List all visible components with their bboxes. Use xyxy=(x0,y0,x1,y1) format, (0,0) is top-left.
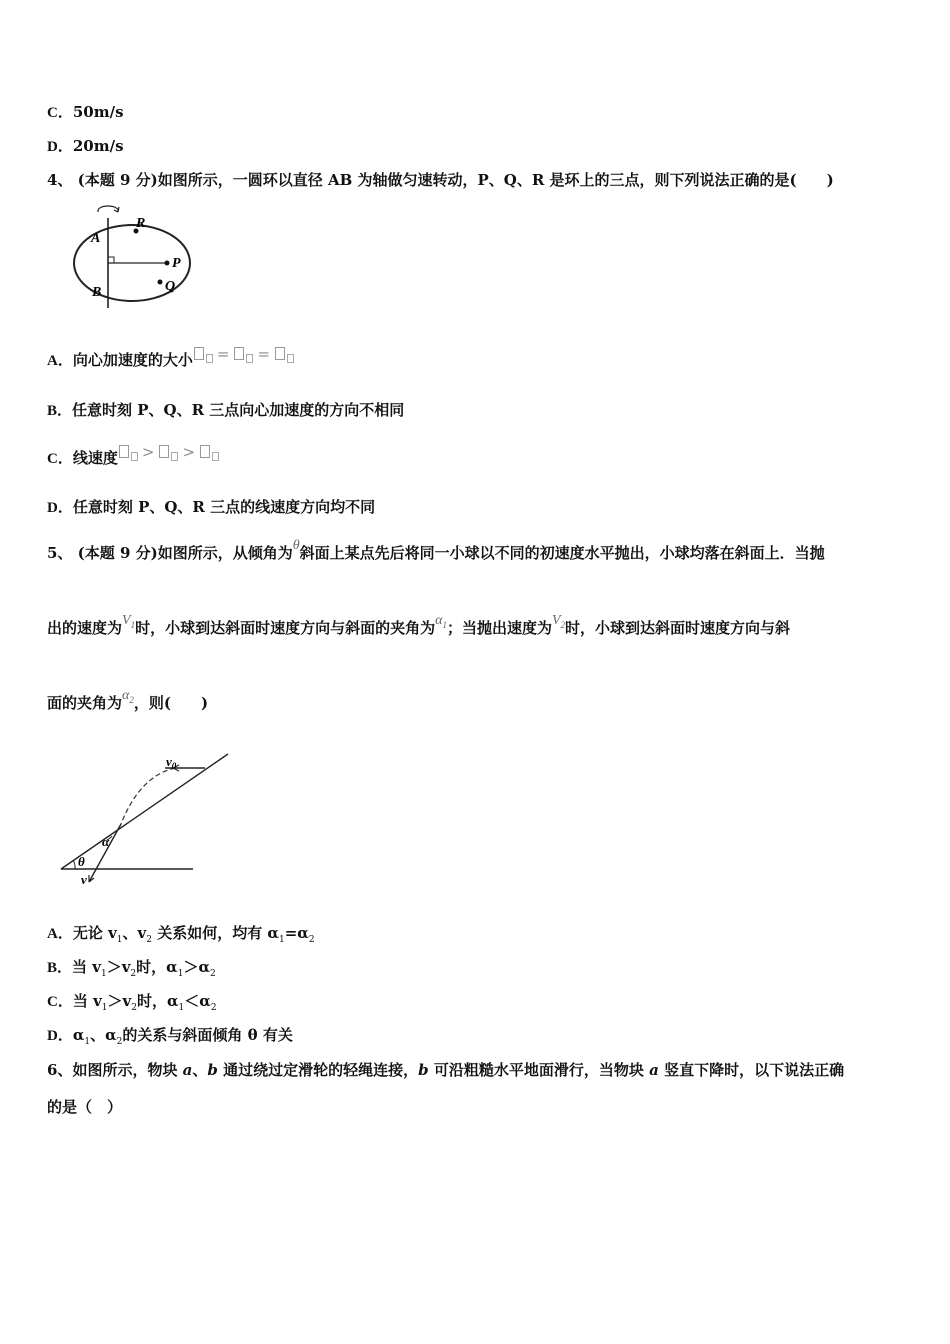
missing-glyph-icon xyxy=(119,445,129,458)
missing-glyph-icon xyxy=(287,354,294,363)
label-r: R xyxy=(136,216,146,231)
missing-glyph-icon xyxy=(246,354,253,363)
point-p xyxy=(165,261,170,266)
q6-stem-line1: 6、如图所示，物块 a、b 通过绕过定滑轮的轻绳连接，b 可沿粗糙水平地面滑行，当物块 a 竖直下降时，以下说法正确 xyxy=(47,1061,845,1079)
q4-option-a: A．向心加速度的大小 = = xyxy=(47,350,294,371)
missing-glyph-icon xyxy=(275,347,285,360)
missing-glyph-icon xyxy=(159,445,169,458)
q5-stem-line3: 面的夹角为$\alpha_2$，则( ) xyxy=(47,688,209,712)
q5-stem-line2: 出的速度为$V_1$时，小球到达斜面时速度方向与斜面的夹角为$\alpha_1$；当抛出速度为$V_2$时，小球到达斜面时速度方向与斜 xyxy=(47,613,791,637)
q5-stem-line1: 5、 (本题 9 分)如图所示，从倾角为θ斜面上某点先后将同一小球以不同的初速度水平抛出，小球均落在斜面上．当抛 xyxy=(47,538,825,562)
q5-incline-figure xyxy=(55,748,240,888)
q4-option-c: C．线速度 > > xyxy=(47,448,219,469)
label-b: B xyxy=(92,285,102,300)
label-theta: θ xyxy=(78,854,85,869)
point-q xyxy=(158,280,163,285)
label-q: Q xyxy=(165,279,176,294)
q6-stem-line2: 的是（ ） xyxy=(47,1098,123,1116)
label-alpha: α xyxy=(102,834,110,849)
q5-option-b: B．当 $v_1>v_2$时，$\alpha_1>\alpha_2$ xyxy=(47,958,216,979)
missing-glyph-icon xyxy=(171,452,178,461)
q4-option-b: B．任意时刻 P、Q、R 三点向心加速度的方向不相同 xyxy=(47,401,405,419)
option-d-prev: D．20m/s xyxy=(47,137,124,155)
option-c-prev: C．50m/s xyxy=(47,103,124,121)
label-p: P xyxy=(172,256,181,271)
missing-glyph-icon xyxy=(212,452,219,461)
q4-stem: 4、 (本题 9 分)如图所示，一圆环以直径 AB 为轴做匀速转动，P、Q、R 是环上的三点，则下列说法正确的是( ) xyxy=(47,171,834,189)
velocity-inequality-formula: > > xyxy=(118,443,219,461)
missing-glyph-icon xyxy=(194,347,204,360)
q5-option-a: A．无论 $v_1$、$v_2$ 关系如何，均有 $\alpha_1=\alpha_2$ xyxy=(47,924,315,945)
label-v: v xyxy=(81,872,87,887)
q4-option-d: D．任意时刻 P、Q、R 三点的线速度方向均不同 xyxy=(47,498,376,516)
missing-glyph-icon xyxy=(234,347,244,360)
q5-option-d: D．$\alpha_1$、$\alpha_2$的关系与斜面倾角 θ 有关 xyxy=(47,1026,293,1047)
missing-glyph-icon xyxy=(200,445,210,458)
missing-glyph-icon xyxy=(206,354,213,363)
label-v0: $v_0$ xyxy=(166,754,177,771)
q4-ring-figure xyxy=(48,200,198,310)
q5-option-c: C．当 $v_1>v_2$时，$\alpha_1<\alpha_2$ xyxy=(47,992,217,1013)
label-a: A xyxy=(91,231,101,246)
missing-glyph-icon xyxy=(131,452,138,461)
accel-equality-formula: = = xyxy=(193,345,294,363)
